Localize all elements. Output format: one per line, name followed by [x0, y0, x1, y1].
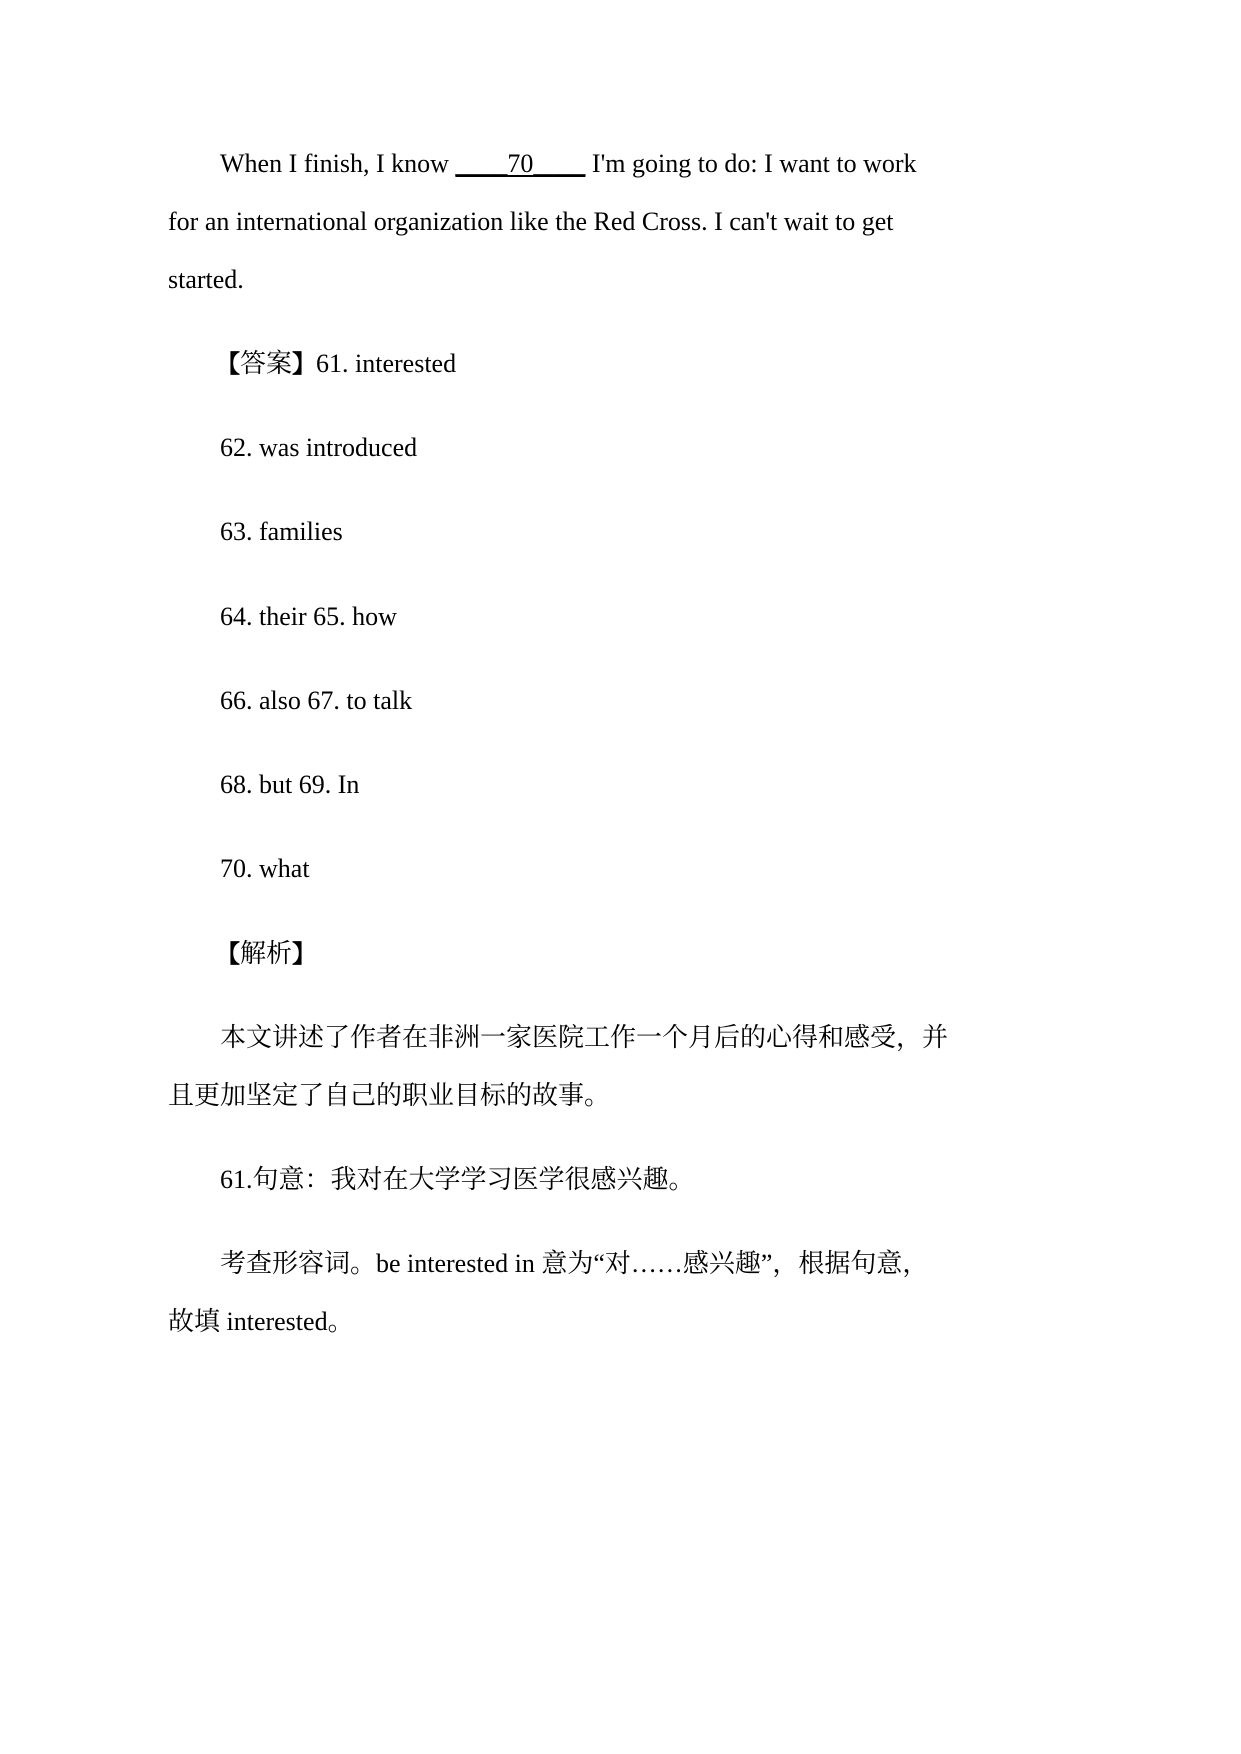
answer-item: 63. families [220, 517, 343, 546]
blank-70: ____70____ [455, 149, 586, 178]
analysis-heading: 【解析】 [216, 939, 317, 968]
analysis-summary-line-2: 且更加坚定了自己的职业目标的故事。 [168, 1081, 611, 1110]
answer-item: 62. was introduced [220, 433, 418, 462]
q61-explanation-line-2: 故填 interested。 [168, 1307, 354, 1336]
analysis-summary-line-1: 本文讲述了作者在非洲一家医院工作一个月后的心得和感受，并 [220, 1023, 949, 1052]
answer-item: 68. but 69. In [220, 770, 360, 799]
answer-item: 64. their 65. how [220, 602, 397, 631]
answer-item: 70. what [220, 854, 310, 883]
answer-item: 66. also 67. to talk [220, 686, 413, 715]
passage-line-3: started. [168, 265, 244, 294]
passage-line-1: When I finish, I know ____70____ I'm going to do: I want to work [220, 149, 917, 178]
answer-heading: 【答案】61. interested [216, 349, 457, 378]
q61-explanation-line-1: 考查形容词。be interested in 意为“对……感兴趣”，根据句意， [220, 1249, 929, 1278]
q61-meaning: 61.句意：我对在大学学习医学很感兴趣。 [220, 1165, 695, 1194]
passage-line-2: for an international organization like the Red Cross. I can't wait to get [168, 207, 894, 236]
